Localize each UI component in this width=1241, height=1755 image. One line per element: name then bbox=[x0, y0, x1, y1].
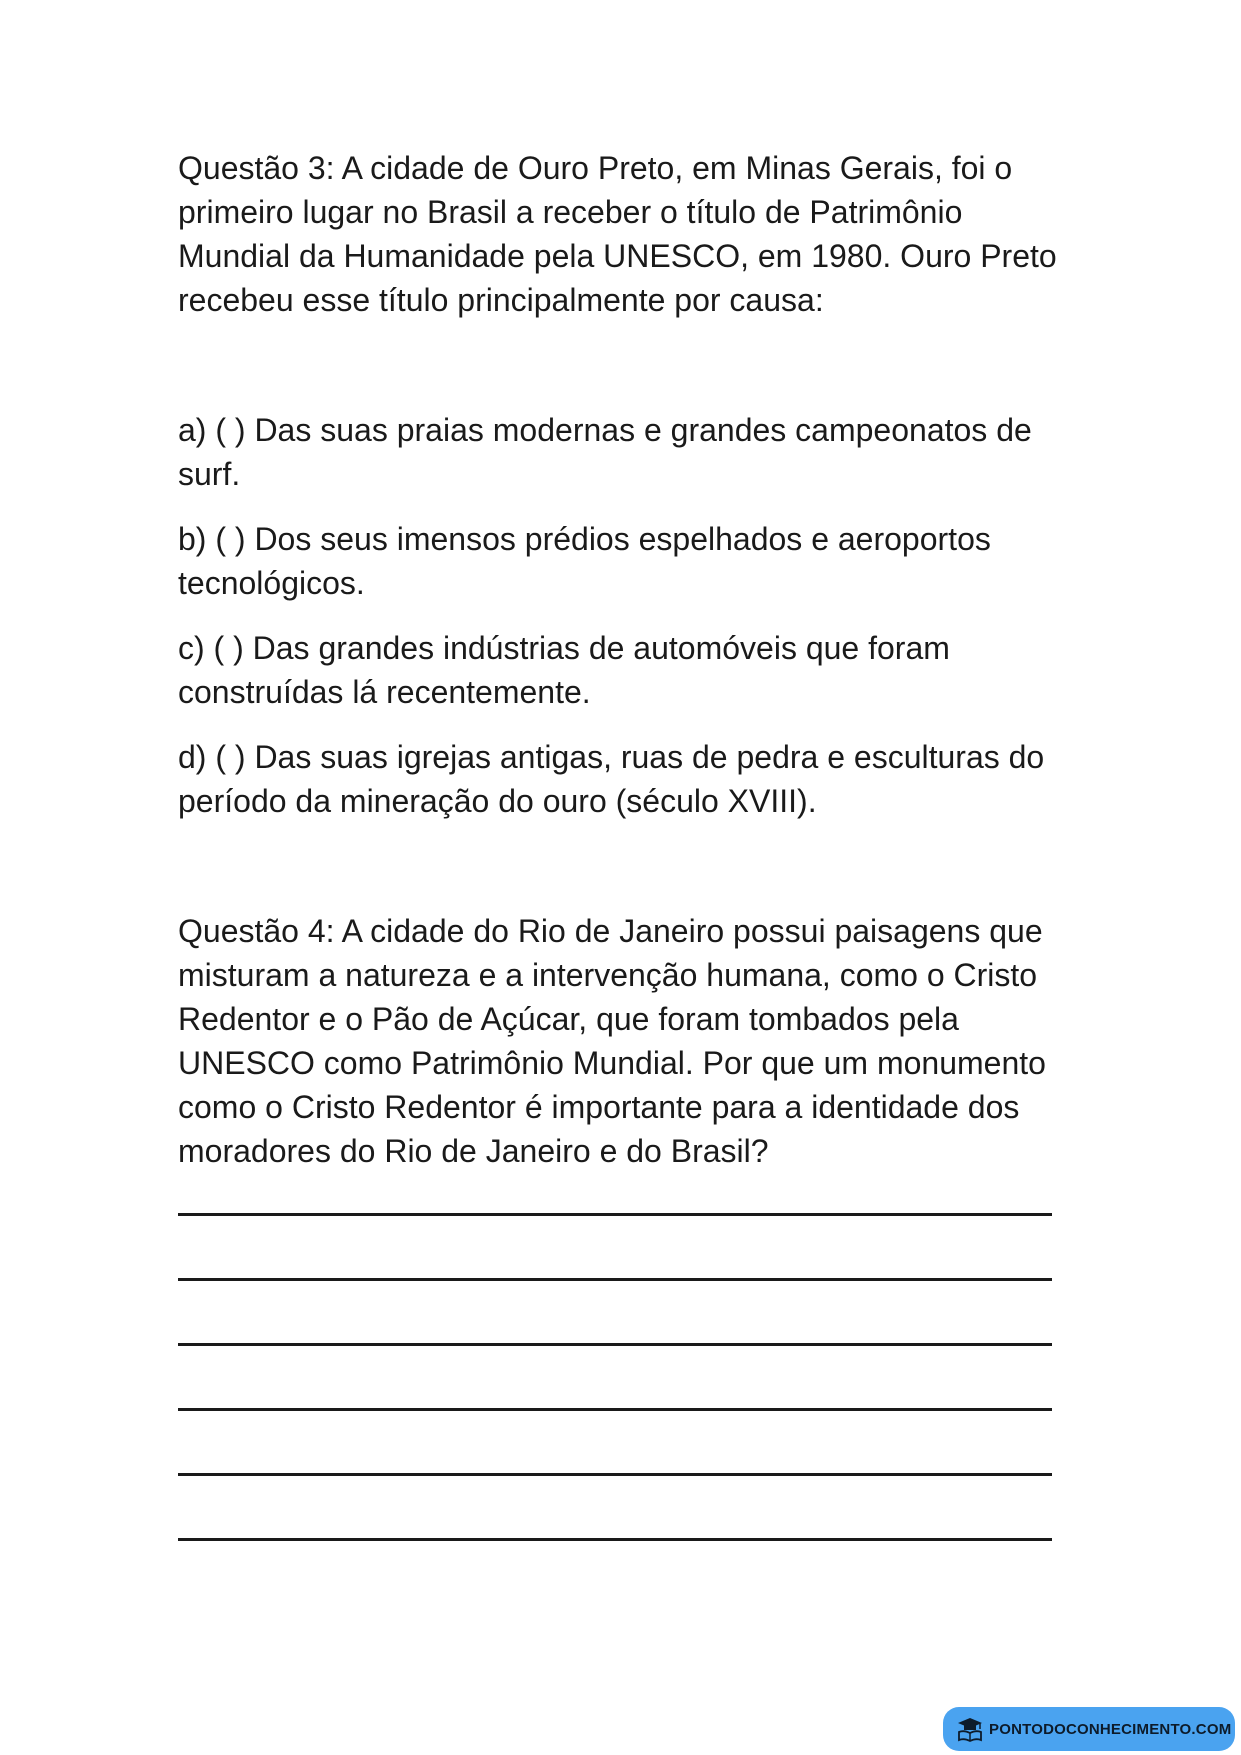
answer-line bbox=[178, 1213, 1052, 1216]
answer-line bbox=[178, 1408, 1052, 1411]
site-badge[interactable] bbox=[943, 1707, 1235, 1751]
option-d: d) ( ) Das suas igrejas antigas, ruas de pedra e esculturas do período da mineração do ouro (século XVIII). bbox=[178, 739, 1045, 819]
option-a: a) ( ) Das suas praias modernas e grandes campeonatos de surf. bbox=[178, 412, 1032, 492]
badge-label: PONTODOCONHECIMENTO.COM bbox=[989, 1720, 1232, 1738]
worksheet-content bbox=[178, 146, 1058, 1603]
option-b: b) ( ) Dos seus imensos prédios espelhados e aeroportos tecnológicos. bbox=[178, 521, 991, 601]
answer-lines bbox=[178, 1213, 1058, 1541]
answer-line bbox=[178, 1538, 1052, 1541]
graduation-cap-book-icon bbox=[955, 1714, 985, 1744]
answer-line bbox=[178, 1278, 1052, 1281]
option-c: c) ( ) Das grandes indústrias de automóveis que foram construídas lá recentemente. bbox=[178, 630, 950, 710]
answer-line bbox=[178, 1473, 1052, 1476]
question-4-text: Questão 4: A cidade do Rio de Janeiro possui paisagens que misturam a natureza e a intervenção humana, como o Cristo Redentor e o Pão de Açúcar, que foram tombados pela UNESCO como Patrimônio Mundial. Por que um monumento como o Cristo Redentor é importante para a identidade dos moradores do Rio de Janeiro e do Brasil? bbox=[178, 913, 1046, 1169]
answer-line bbox=[178, 1343, 1052, 1346]
question-3-text: Questão 3: A cidade de Ouro Preto, em Minas Gerais, foi o primeiro lugar no Brasil a receber o título de Patrimônio Mundial da Humanidade pela UNESCO, em 1980. Ouro Preto recebeu esse título principalmente por causa: bbox=[178, 150, 1057, 318]
question-3-options bbox=[178, 408, 1058, 823]
